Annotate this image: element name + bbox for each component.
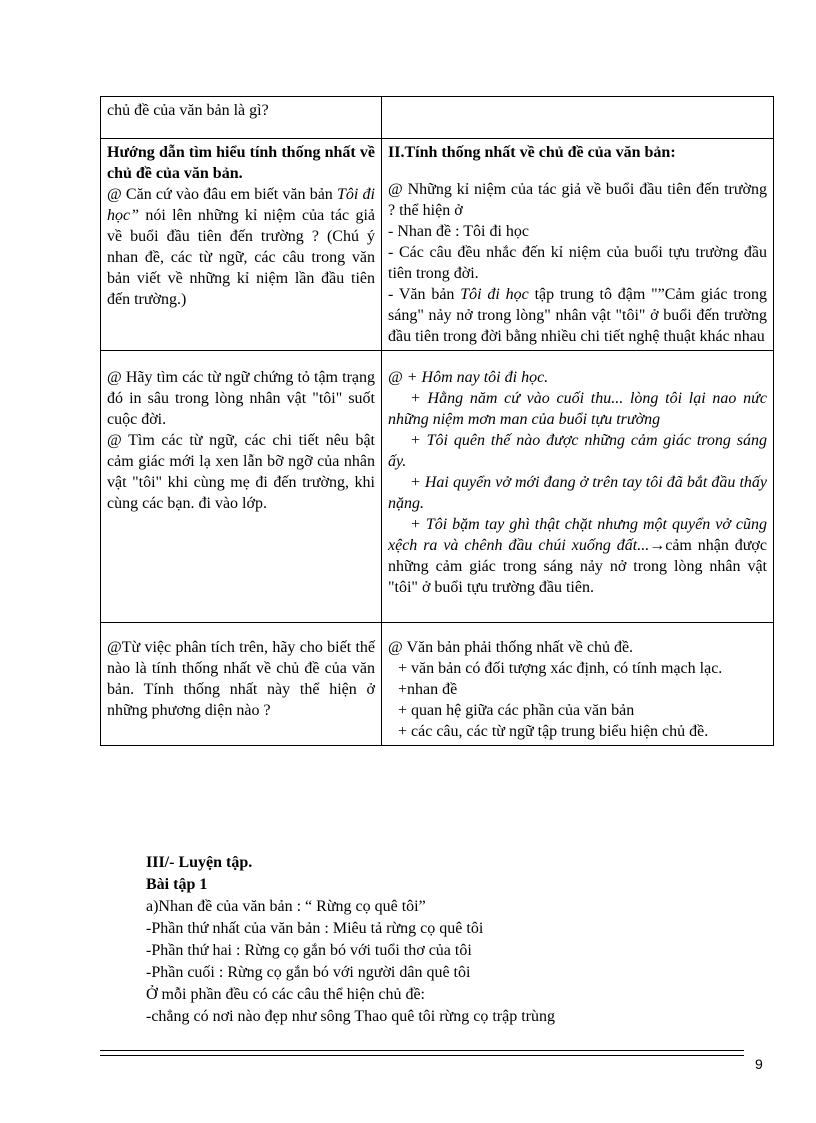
answer-text: - Văn bản Tôi đi học tập trung tô đậm "”Cảm giác trong sáng" nảy nở trong lòng" nhân vật "tôi" ở buổi đến trường đầu tiên trong đời bằng nhiều chi tiết nghệ thuật khác nhau (388, 286, 768, 345)
practice-heading: III/- Luyện tập. (146, 854, 253, 871)
table-cell-right (382, 351, 774, 623)
table-cell-left (101, 623, 382, 746)
practice-line: -Phần thứ nhất của văn bản : Miêu tả rừng cọ quê tôi (146, 920, 484, 937)
table-cell-left (101, 351, 382, 623)
table-cell-right (382, 139, 774, 351)
answer-text: + quan hệ giữa các phần của văn bản (398, 702, 635, 719)
table-cell-right (382, 97, 774, 139)
table-row (101, 139, 774, 351)
section-guide-heading: Hướng dẫn tìm hiểu tính thống nhất về chủ đề của văn bản. (107, 144, 375, 182)
quote-text: + Tôi quên thế nào được những cảm giác trong sáng ấy. (388, 432, 767, 470)
table-row (101, 623, 774, 746)
answer-text: @ Văn bản phải thống nhất về chủ đề. (388, 639, 634, 656)
exercise-heading: Bài tập 1 (146, 876, 208, 893)
quote-text: + Hai quyển vở mới đang ở trên tay tôi đã bắt đầu thấy nặng. (388, 474, 767, 512)
practice-line: -chẳng có nơi nào đẹp như sông Thao quê tôi rừng cọ trập trùng (146, 1008, 555, 1025)
section-heading: II.Tính thống nhất về chủ đề của văn bản: (388, 144, 676, 161)
footer-divider (100, 1050, 744, 1056)
practice-line: -Phần thứ hai : Rừng cọ gắn bó với tuổi thơ của tôi (146, 942, 472, 959)
table-cell-right (382, 623, 774, 746)
table-row (101, 351, 774, 623)
table-row (101, 97, 774, 139)
table-cell-left (101, 139, 382, 351)
work-title: Tôi đi học (460, 286, 529, 303)
question-text: @Từ việc phân tích trên, hãy cho biết thế nào là tính thống nhất về chủ đề của văn bản. Tính thống nhất này thể hiện ở những phương diện nào ? (107, 639, 375, 719)
answer-text: - Các câu đều nhắc đến kỉ niệm của buổi tựu trường đầu tiên trong đời. (388, 244, 767, 282)
quote-text: @ + Hôm nay tôi đi học. (388, 369, 549, 386)
answer-text: @ Những kỉ niệm của tác giả về buổi đầu tiên đến trường ? thể hiện ở (388, 181, 767, 219)
question-text: @ Hãy tìm các từ ngữ chứng tỏ tậm trạng đó in sâu trong lòng nhân vật "tôi" suốt cuộc đời. (107, 369, 375, 428)
practice-section (146, 852, 766, 1028)
answer-text: + các câu, các từ ngữ tập trung biểu hiện chủ đề. (398, 723, 709, 740)
answer-text: - Nhan đề : Tôi đi học (388, 223, 530, 240)
quote-text: + Hằng năm cứ vào cuối thu... lòng tôi lại nao nức những niệm mơn man của buổi tựu trường (388, 390, 767, 428)
practice-line: Ở mỗi phần đều có các câu thể hiện chủ đề: (146, 986, 425, 1003)
question-text: chủ đề của văn bản là gì? (107, 102, 269, 119)
practice-line: -Phần cuối : Rừng cọ gắn bó với người dân quê tôi (146, 964, 471, 981)
question-text: @ Tìm các từ ngữ, các chi tiết nêu bật cảm giác mới lạ xen lẫn bỡ ngỡ của nhân vật "tôi" khi cùng mẹ đi đến trường, khi cùng các bạn. đi vào lớp. (107, 432, 375, 512)
table-cell-left (101, 97, 382, 139)
work-title: Tôi đi học” (107, 186, 376, 224)
practice-line: a)Nhan đề của văn bản : “ Rừng cọ quê tôi” (146, 898, 426, 915)
answer-text: +nhan đề (398, 681, 458, 698)
lesson-table (100, 96, 774, 746)
page-number: 9 (755, 1056, 763, 1072)
quote-conclusion: + Tôi bặm tay ghì thật chặt nhưng một quyển vở cũng xệch ra và chênh đầu chúi xuống đất...→cảm nhận được những cảm giác trong sáng nảy nở trong lòng nhân vật "tôi" ở buổi tựu trường đầu tiên. (388, 516, 767, 596)
answer-text: + văn bản có đối tượng xác định, có tính mạch lạc. (398, 660, 723, 677)
question-text: @ Căn cứ vào đâu em biết văn bản Tôi đi học” nói lên những kỉ niệm của tác giả về buổi đầu tiên đến trường ? (Chú ý nhan đề, các từ ngữ, các câu trong văn bản viết về những kỉ niệm lần đầu tiên đến trường.) (107, 186, 376, 308)
